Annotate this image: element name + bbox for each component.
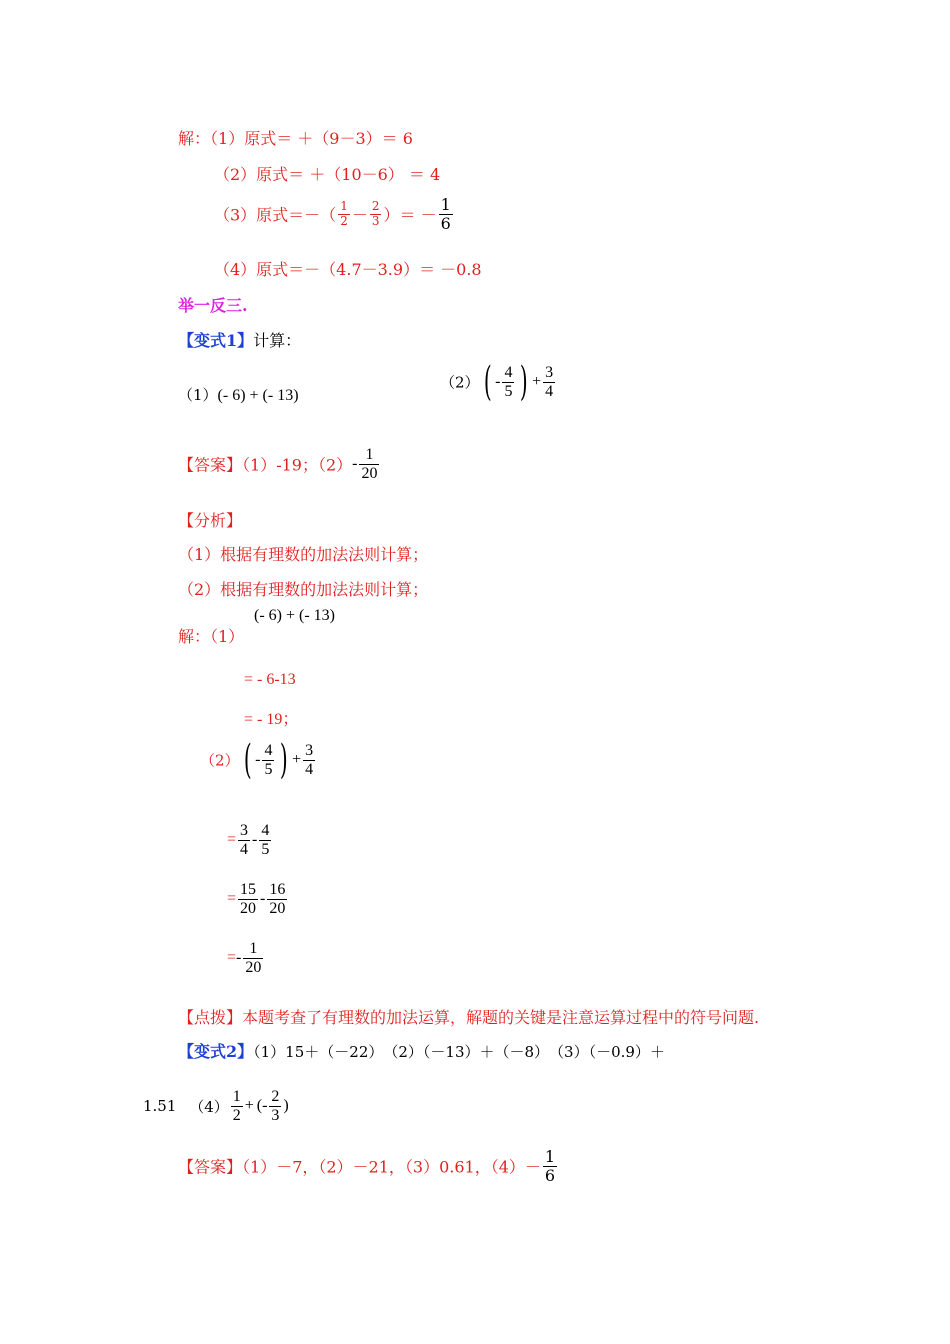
fraction-one-sixth: $\frac{1}{6}$ bbox=[440, 195, 451, 233]
work-2-step-1 bbox=[227, 822, 273, 858]
section-title: 举一反三. bbox=[178, 296, 248, 315]
analysis-tag: 【分析】 bbox=[178, 511, 243, 530]
work-1-step-1: = - 6-13 bbox=[244, 671, 296, 688]
fraction-three-quarters: $\frac{3}{4}$ bbox=[545, 363, 554, 400]
variant-2-continuation bbox=[143, 1088, 289, 1124]
left-paren: ( bbox=[243, 737, 252, 783]
work-2-expression bbox=[200, 737, 317, 783]
fraction-three-quarters: $\frac{3}{4}$ bbox=[240, 822, 249, 858]
variant-2-text: （1）15＋（－22） （2）（－13）＋（－8） （3）（－0.9）＋ bbox=[253, 1043, 665, 1061]
variant-1-question-1 bbox=[178, 384, 299, 405]
fraction-four-fifths: $\frac{4}{5}$ bbox=[264, 741, 273, 778]
analysis-line-1: （1）根据有理数的加法法则计算； bbox=[178, 545, 429, 564]
tip-text: 本题考查了有理数的加法运算，解题的关键是注意运算过程中的符号问题. bbox=[242, 1008, 760, 1027]
fraction-one-twentieth: $\frac{1}{20}$ bbox=[361, 446, 378, 482]
variant-2-heading bbox=[178, 1039, 665, 1062]
answer-tag: 【答案】 bbox=[178, 1157, 243, 1177]
variant-1-question-2 bbox=[440, 359, 557, 405]
minus-sign: - bbox=[260, 890, 266, 908]
minus-sign: - bbox=[495, 373, 501, 390]
equals-sign: = bbox=[227, 831, 237, 849]
answer-1-text: （1）-19；（2） bbox=[242, 455, 353, 475]
fraction-two-thirds: $\frac{2}{3}$ bbox=[271, 1088, 280, 1124]
q1-expression: (- 6) + (- 13) bbox=[217, 387, 299, 404]
work-2-step-3 bbox=[227, 940, 265, 976]
variant-2-cont: 1.51 bbox=[143, 1097, 177, 1116]
variant-1-text: 计算： bbox=[253, 331, 302, 350]
work-2-label: （2） bbox=[200, 751, 240, 770]
fraction-four-fifths: $\frac{4}{5}$ bbox=[261, 822, 270, 858]
minus-sign: - bbox=[255, 751, 261, 768]
equals-sign: = bbox=[227, 890, 237, 908]
variant-1-tag: 【变式1】 bbox=[178, 331, 254, 350]
fraction-one-half: $\frac{1}{2}$ bbox=[232, 1088, 241, 1124]
variant-2-tag: 【变式2】 bbox=[178, 1042, 254, 1061]
minus-sign: － bbox=[351, 205, 368, 225]
minus-sign: - bbox=[352, 455, 358, 473]
plus-sign: + bbox=[532, 373, 542, 390]
fraction-one-twentieth: $\frac{1}{20}$ bbox=[245, 940, 262, 976]
answer-1 bbox=[178, 446, 381, 482]
solution-3-mid: ）＝ － bbox=[383, 205, 437, 225]
solution-step-1: （1）原式＝ ＋（9－3）＝ 6 bbox=[210, 129, 413, 148]
close-paren: ) bbox=[283, 1097, 289, 1115]
equals-sign: = bbox=[227, 949, 237, 967]
solution-line-4: （4）原式＝－（4.7－3.9）＝ －0.8 bbox=[214, 260, 482, 279]
tip bbox=[178, 1005, 759, 1028]
variant-1-heading bbox=[178, 328, 301, 351]
q4-label: （4） bbox=[189, 1097, 229, 1116]
solution-label: 解： bbox=[178, 129, 211, 148]
fraction-three-quarters: $\frac{3}{4}$ bbox=[305, 741, 314, 778]
fraction-one-sixth: $\frac{1}{6}$ bbox=[544, 1147, 556, 1185]
solution-line-2: （2）原式＝ ＋（10－6） ＝ 4 bbox=[214, 165, 441, 184]
fraction-sixteen-twentieths: $\frac{16}{20}$ bbox=[269, 881, 286, 917]
solution-line-1 bbox=[178, 126, 413, 149]
work-1-expression: (- 6) + (- 13) bbox=[254, 607, 335, 624]
work-2-step-2 bbox=[227, 881, 289, 917]
work-1-step-2: = - 19； bbox=[244, 711, 299, 728]
plus-sign: + bbox=[292, 751, 302, 768]
open-paren-minus: (- bbox=[256, 1097, 268, 1115]
answer-2 bbox=[178, 1148, 559, 1184]
q1-label: （1） bbox=[178, 386, 218, 404]
left-paren: ( bbox=[483, 359, 492, 405]
solution-line-3 bbox=[214, 196, 455, 232]
fraction-one-half: $\frac{1}{2}$ bbox=[340, 199, 348, 228]
q2-label: （2） bbox=[440, 373, 480, 392]
right-paren: ) bbox=[520, 359, 529, 405]
minus-sign: - bbox=[236, 949, 242, 967]
fraction-fifteen-twentieths: $\frac{15}{20}$ bbox=[240, 881, 257, 917]
answer-2-text: （1）－7，（2）－21，（3）0.61，（4）－ bbox=[242, 1157, 541, 1177]
solution-3-prefix: （3）原式＝－（ bbox=[214, 205, 337, 225]
right-paren: ) bbox=[280, 737, 289, 783]
analysis-line-2: （2）根据有理数的加法法则计算； bbox=[178, 580, 429, 599]
tip-tag: 【点拨】 bbox=[178, 1008, 243, 1027]
plus-sign: + bbox=[244, 1097, 254, 1115]
minus-sign: - bbox=[252, 831, 258, 849]
answer-tag: 【答案】 bbox=[178, 455, 243, 475]
fraction-four-fifths: $\frac{4}{5}$ bbox=[504, 363, 513, 400]
work-1-label: 解：（1） bbox=[178, 627, 245, 646]
fraction-two-thirds: $\frac{2}{3}$ bbox=[371, 199, 380, 228]
